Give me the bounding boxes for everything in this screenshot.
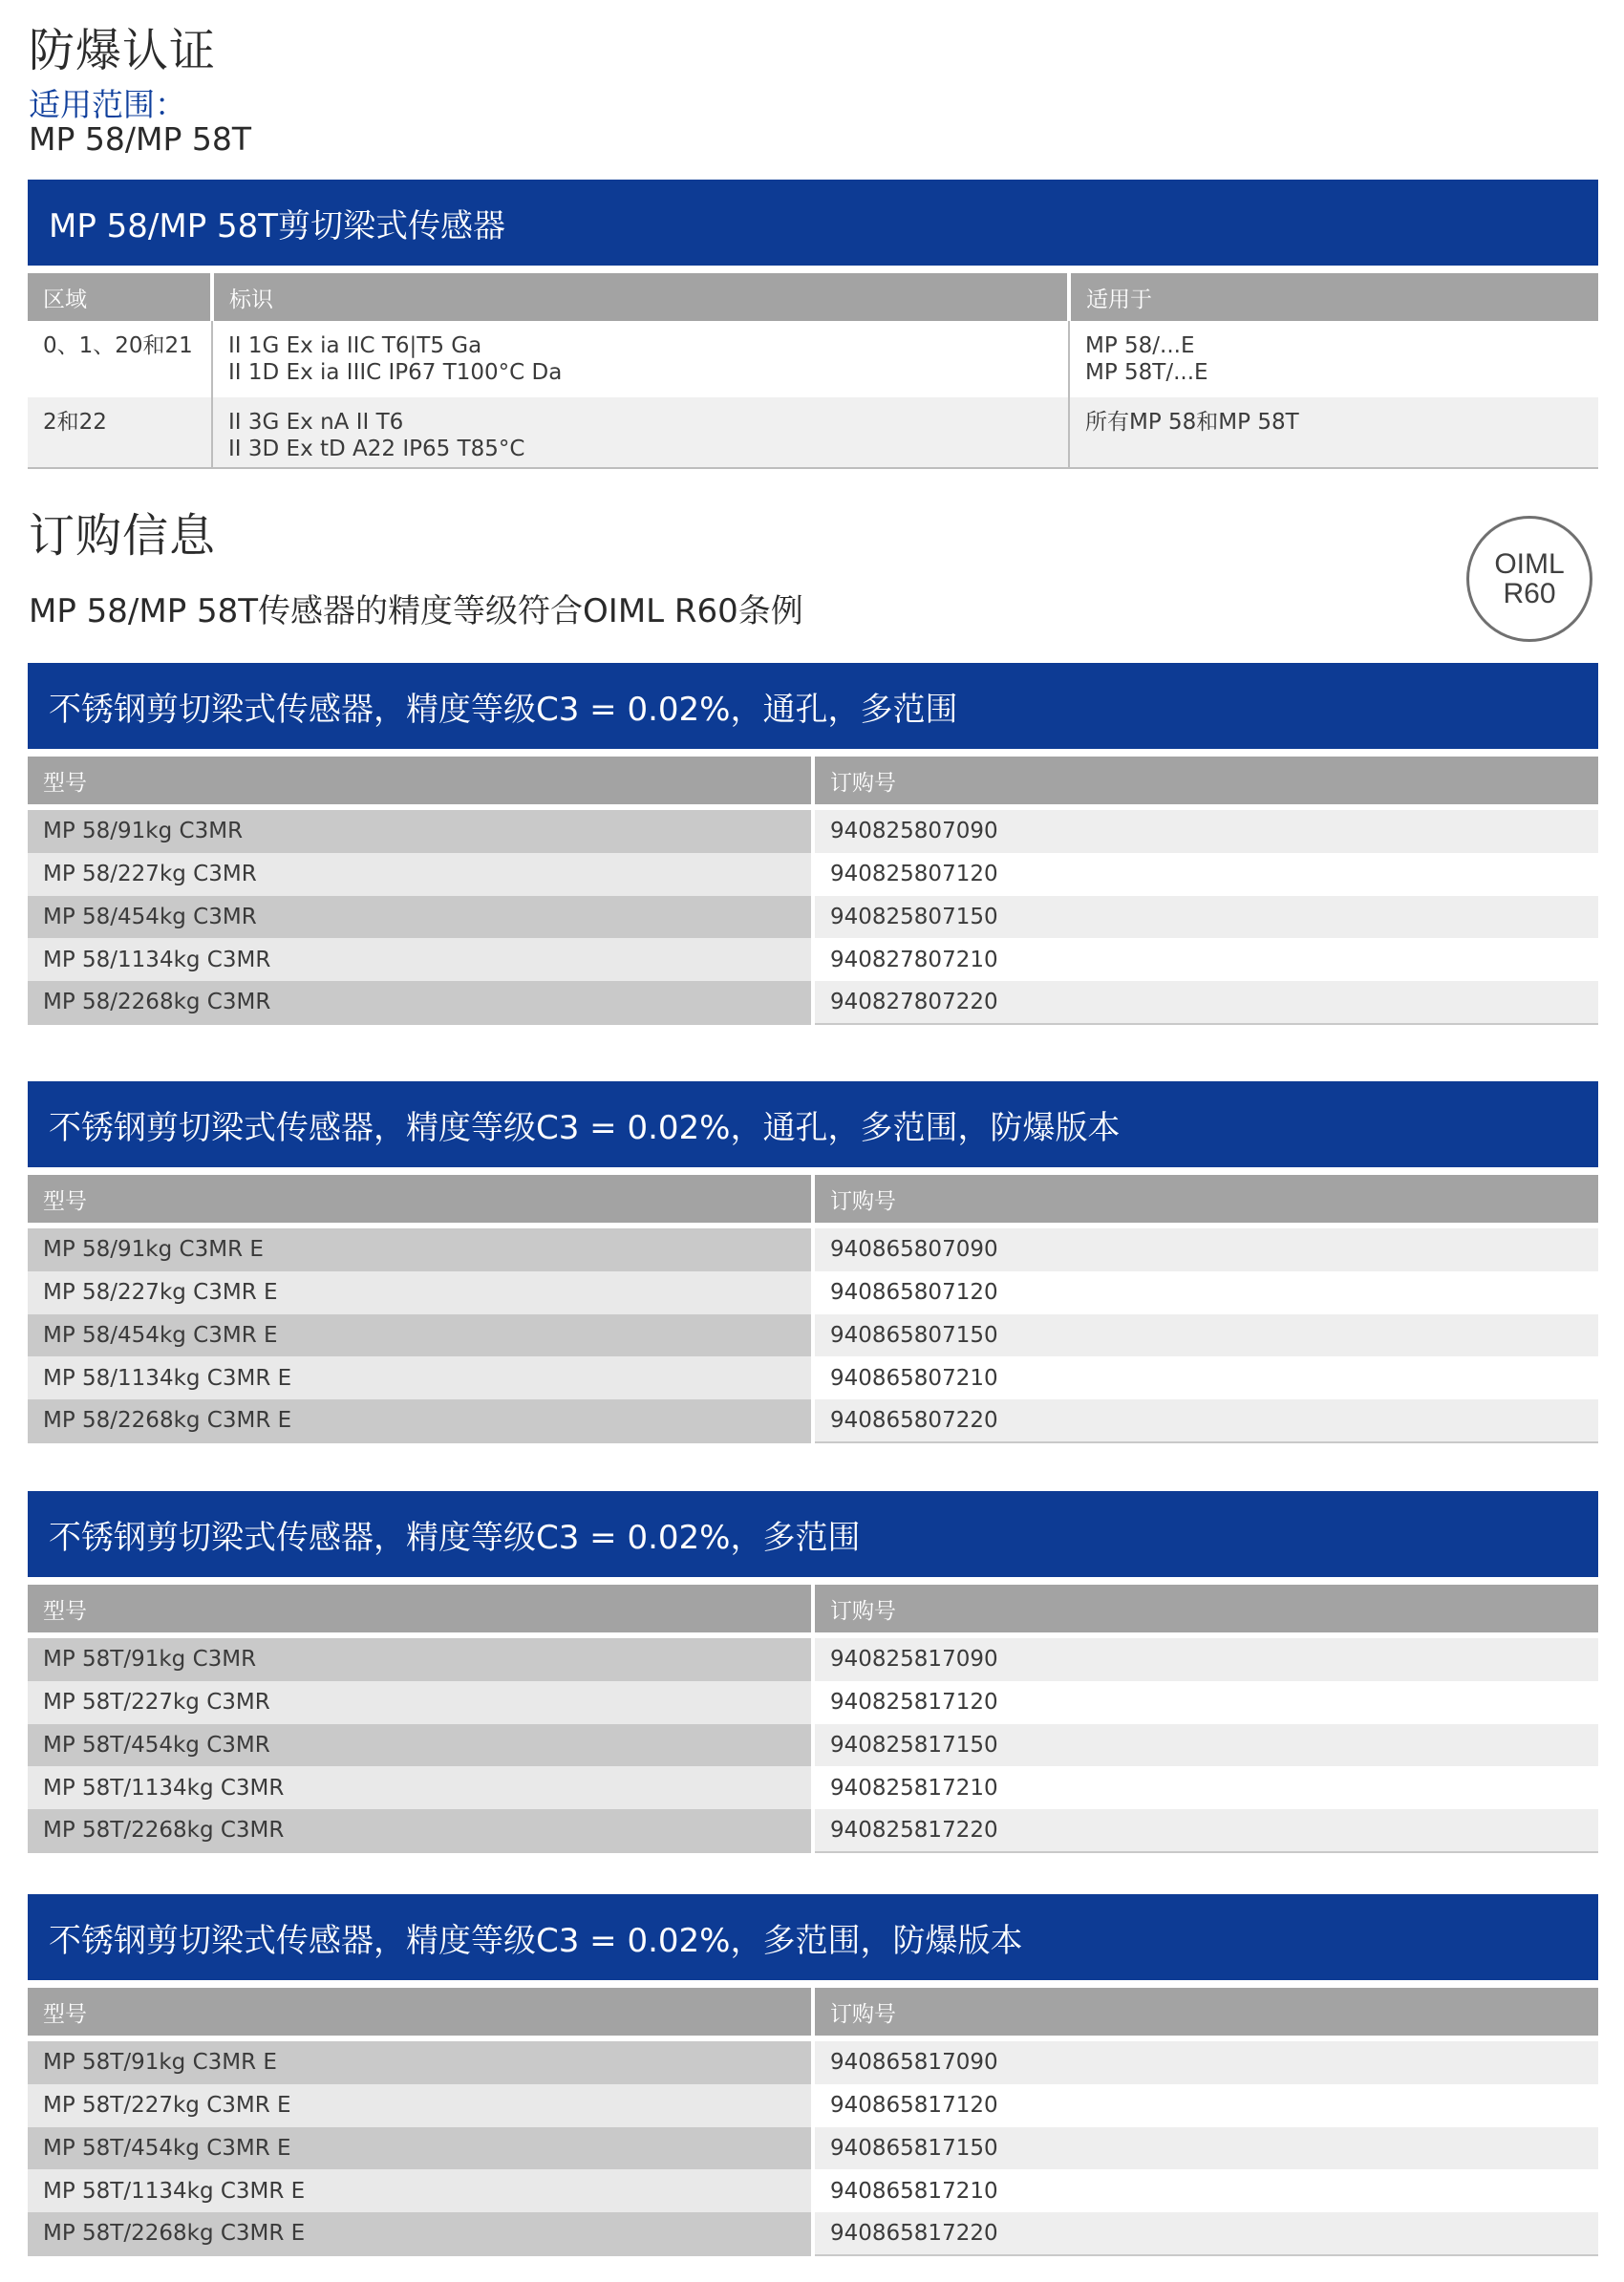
order-no-cell: 940825807120: [813, 853, 1598, 896]
order-no-cell: 940825807150: [813, 896, 1598, 939]
column-header-model: 型号: [28, 1175, 813, 1223]
table-row: [28, 1271, 1598, 1314]
model-cell: MP 58T/1134kg C3MR: [28, 1766, 813, 1809]
marking-line: II 3G Ex nA II T6: [228, 410, 404, 435]
order-no-cell: 940827807220: [813, 981, 1598, 1024]
order-no-cell: 940865807120: [813, 1271, 1598, 1314]
order-no-cell: 940827807210: [813, 938, 1598, 981]
table-row: [28, 1809, 1598, 1852]
table-row: [28, 321, 1598, 397]
order-no-cell: 940865817210: [813, 2169, 1598, 2212]
column-header-order-no: 订购号: [813, 1175, 1598, 1223]
table-row: [28, 853, 1598, 896]
model-cell: MP 58/1134kg C3MR: [28, 938, 813, 981]
table-row: [28, 2127, 1598, 2170]
applies-line: 所有MP 58和MP 58T: [1085, 410, 1299, 435]
ex-table-banner: MP 58/MP 58T剪切梁式传感器: [28, 180, 1598, 266]
order-table-block: [28, 1491, 1598, 1853]
order-no-cell: 940865817120: [813, 2084, 1598, 2127]
model-cell: MP 58/2268kg C3MR E: [28, 1399, 813, 1442]
scope-value: MP 58/MP 58T: [29, 120, 251, 158]
column-header-applies: 适用于: [1069, 273, 1598, 321]
order-no-cell: 940825817150: [813, 1724, 1598, 1767]
column-header-zone: 区域: [28, 273, 212, 321]
order-no-cell: 940865817150: [813, 2127, 1598, 2170]
order-no-cell: 940825817220: [813, 1809, 1598, 1852]
table-row: [28, 397, 1598, 468]
order-table-banner: 不锈钢剪切梁式传感器，精度等级C3 = 0.02%，通孔，多范围，防爆版本: [28, 1081, 1598, 1167]
table-row: [28, 2041, 1598, 2084]
applies-line: MP 58/...E: [1085, 333, 1195, 358]
order-table: [28, 1175, 1598, 1443]
applies-cell: [1069, 321, 1598, 397]
order-no-cell: 940825817090: [813, 1638, 1598, 1681]
model-cell: MP 58/91kg C3MR: [28, 810, 813, 853]
order-no-cell: 940865807210: [813, 1356, 1598, 1399]
order-table-block: [28, 663, 1598, 1025]
order-no-cell: 940865817090: [813, 2041, 1598, 2084]
table-row: [28, 1681, 1598, 1724]
seal-line: R60: [1503, 578, 1556, 609]
column-header-order-no: 订购号: [813, 1988, 1598, 2036]
table-row: [28, 938, 1598, 981]
order-no-cell: 940825817120: [813, 1681, 1598, 1724]
order-description: MP 58/MP 58T传感器的精度等级符合OIML R60条例: [29, 592, 803, 630]
order-table-block: [28, 1081, 1598, 1443]
marking-line: II 1D Ex ia IIIC IP67 T100°C Da: [228, 360, 563, 385]
model-cell: MP 58T/1134kg C3MR E: [28, 2169, 813, 2212]
model-cell: MP 58T/227kg C3MR: [28, 1681, 813, 1724]
marking-cell: [212, 321, 1069, 397]
table-row: [28, 1356, 1598, 1399]
marking-line: II 1G Ex ia IIC T6|T5 Ga: [228, 333, 482, 358]
marking-cell: [212, 397, 1069, 468]
model-cell: MP 58/227kg C3MR E: [28, 1271, 813, 1314]
order-no-cell: 940865807220: [813, 1399, 1598, 1442]
table-row: [28, 1314, 1598, 1357]
order-table: [28, 1988, 1598, 2256]
column-header-model: 型号: [28, 1988, 813, 2036]
order-no-cell: 940865807090: [813, 1228, 1598, 1271]
order-table-banner: 不锈钢剪切梁式传感器，精度等级C3 = 0.02%，多范围: [28, 1491, 1598, 1577]
model-cell: MP 58/1134kg C3MR E: [28, 1356, 813, 1399]
ex-table: [28, 273, 1598, 469]
order-table-banner: 不锈钢剪切梁式传感器，精度等级C3 = 0.02%，通孔，多范围: [28, 663, 1598, 749]
table-row: [28, 981, 1598, 1024]
model-cell: MP 58/227kg C3MR: [28, 853, 813, 896]
column-header-order-no: 订购号: [813, 1585, 1598, 1632]
model-cell: MP 58T/227kg C3MR E: [28, 2084, 813, 2127]
table-row: [28, 1766, 1598, 1809]
zone-cell: 2和22: [28, 397, 212, 468]
ex-table-block: [28, 180, 1598, 469]
applies-cell: [1069, 397, 1598, 468]
order-table-banner: 不锈钢剪切梁式传感器，精度等级C3 = 0.02%，多范围，防爆版本: [28, 1894, 1598, 1980]
model-cell: MP 58/454kg C3MR: [28, 896, 813, 939]
order-section-title: 订购信息: [29, 509, 217, 563]
order-no-cell: 940825807090: [813, 810, 1598, 853]
ex-section-title: 防爆认证: [29, 24, 217, 77]
table-row: [28, 896, 1598, 939]
column-header-model: 型号: [28, 757, 813, 804]
table-row: [28, 2212, 1598, 2255]
model-cell: MP 58T/2268kg C3MR E: [28, 2212, 813, 2255]
order-no-cell: 940865807150: [813, 1314, 1598, 1357]
model-cell: MP 58T/2268kg C3MR: [28, 1809, 813, 1852]
model-cell: MP 58T/91kg C3MR: [28, 1638, 813, 1681]
model-cell: MP 58/2268kg C3MR: [28, 981, 813, 1024]
table-row: [28, 2084, 1598, 2127]
order-table: [28, 1585, 1598, 1853]
table-row: [28, 1399, 1598, 1442]
order-no-cell: 940825817210: [813, 1766, 1598, 1809]
table-row: [28, 1228, 1598, 1271]
table-row: [28, 1638, 1598, 1681]
table-row: [28, 810, 1598, 853]
column-header-order-no: 订购号: [813, 757, 1598, 804]
order-no-cell: 940865817220: [813, 2212, 1598, 2255]
column-header-marking: 标识: [212, 273, 1069, 321]
table-row: [28, 1724, 1598, 1767]
order-table-block: [28, 1894, 1598, 2256]
model-cell: MP 58T/91kg C3MR E: [28, 2041, 813, 2084]
order-table: [28, 757, 1598, 1025]
applies-line: MP 58T/...E: [1085, 360, 1208, 385]
column-header-model: 型号: [28, 1585, 813, 1632]
zone-cell: 0、1、20和21: [28, 321, 212, 397]
model-cell: MP 58/454kg C3MR E: [28, 1314, 813, 1357]
marking-line: II 3D Ex tD A22 IP65 T85°C: [228, 437, 525, 461]
oiml-seal: [1466, 516, 1592, 642]
model-cell: MP 58T/454kg C3MR E: [28, 2127, 813, 2170]
model-cell: MP 58T/454kg C3MR: [28, 1724, 813, 1767]
table-row: [28, 2169, 1598, 2212]
scope-label: 适用范围：: [29, 86, 186, 123]
seal-line: OIML: [1494, 548, 1565, 580]
model-cell: MP 58/91kg C3MR E: [28, 1228, 813, 1271]
